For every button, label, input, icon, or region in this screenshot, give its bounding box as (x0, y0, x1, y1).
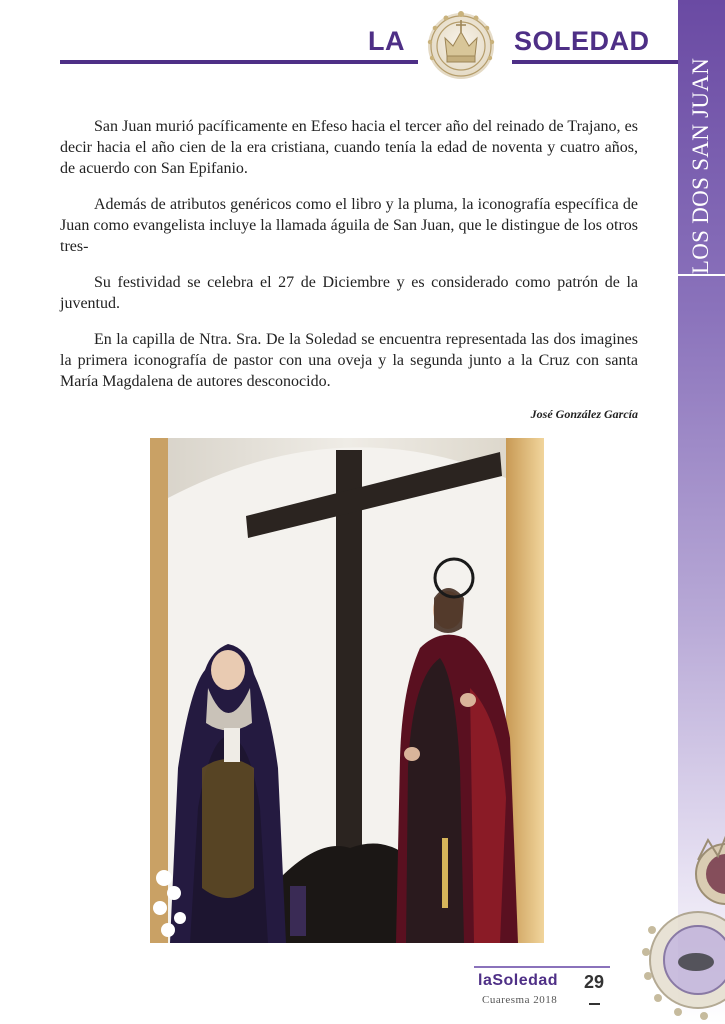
header-rule-left (60, 60, 418, 64)
header-word-soledad: SOLEDAD (514, 26, 650, 56)
footer-brand (478, 972, 558, 990)
side-label-text: LOS DOS SAN JUAN (688, 57, 713, 275)
footer-rule (474, 966, 610, 968)
section-side-label (684, 57, 718, 275)
header-word-la: LA (368, 26, 405, 56)
header-rule-right (512, 60, 678, 64)
paragraph: Además de atributos genéricos como el libro y la pluma, la iconografía específica de Juan como evangelista incluye la llamada águila de San Juan, que le distingue de los otros tres- (60, 196, 638, 255)
author-signature: José González García (530, 407, 638, 421)
paragraph: San Juan murió pacíficamente en Efeso hacia el tercer año del reinado de Trajano, es decir hacia el año cien de la era cristiana, cuando tenía la edad de noventa y cuatro años, de acuerdo con San Epifanio. (60, 118, 638, 177)
page-number-dash (589, 1003, 600, 1005)
page-number: 29 (584, 972, 605, 992)
paragraph: Su festividad se celebra el 27 de Diciembre y es considerado como patrón de la juventud. (60, 274, 638, 312)
footer-edition: Cuaresma 2018 (482, 994, 558, 1006)
brotherhood-badge-icon (628, 830, 725, 1024)
crown-icon (420, 6, 502, 80)
footer-brand-main: Soledad (492, 972, 559, 989)
article-body (60, 116, 638, 407)
paragraph: En la capilla de Ntra. Sra. De la Soledad se encuentra representada las dos imagines la primera iconografía de pastor con una oveja y la segunda junto a la Cruz con santa María Magdalena de autores desconocido. (60, 331, 638, 390)
side-divider (678, 274, 725, 276)
footer-brand-prefix: la (478, 972, 493, 989)
chapel-photo (150, 438, 544, 943)
